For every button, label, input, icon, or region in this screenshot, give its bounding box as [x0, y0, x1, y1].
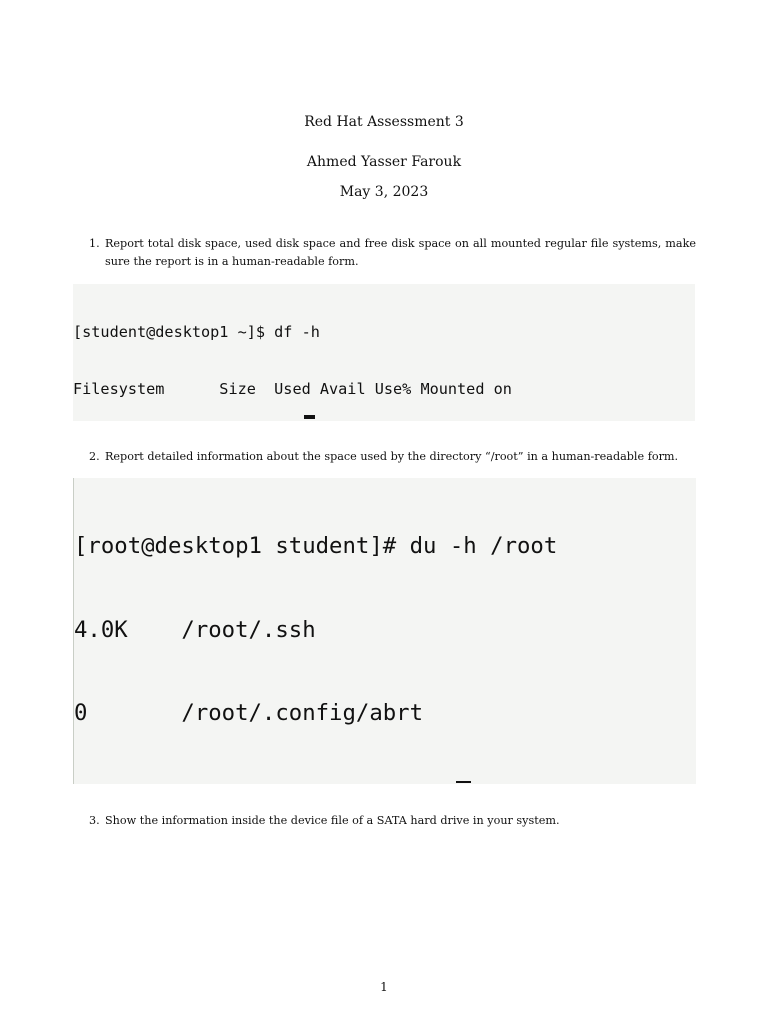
question-number: 3.	[89, 814, 100, 827]
question-text: Report total disk space, used disk space and free disk space on all mounted regular file systems, make sure the report is in a human-readable form.	[105, 237, 696, 268]
document-date: May 3, 2023	[339, 184, 429, 200]
terminal-line: [student@desktop1 ~]$ df -h	[73, 323, 320, 341]
question-3	[89, 812, 696, 830]
terminal-cursor	[304, 415, 315, 419]
terminal-screenshot-df	[73, 284, 695, 421]
document-title: Red Hat Assessment 3	[304, 114, 464, 130]
terminal-line: Filesystem Size Used Avail Use% Mounted on	[73, 380, 512, 398]
terminal-line: [root@desktop1 student]# du -h /root	[74, 533, 558, 560]
page-number: 1	[380, 980, 388, 994]
question-1	[89, 235, 696, 273]
terminal-cursor	[456, 781, 471, 783]
terminal-line	[74, 783, 696, 784]
document-author: Ahmed Yasser Farouk	[306, 154, 462, 170]
terminal-screenshot-du	[73, 478, 696, 784]
question-text: Report detailed information about the space used by the directory “/root” in a human-readable form.	[105, 450, 679, 463]
question-text: Show the information inside the device file of a SATA hard drive in your system.	[105, 814, 560, 827]
terminal-line: 4.0K /root/.ssh	[74, 616, 316, 643]
question-number: 2.	[89, 450, 100, 463]
terminal-line: 0 /root/.config/abrt	[74, 699, 424, 726]
question-2	[89, 448, 696, 466]
question-number: 1.	[89, 237, 100, 250]
